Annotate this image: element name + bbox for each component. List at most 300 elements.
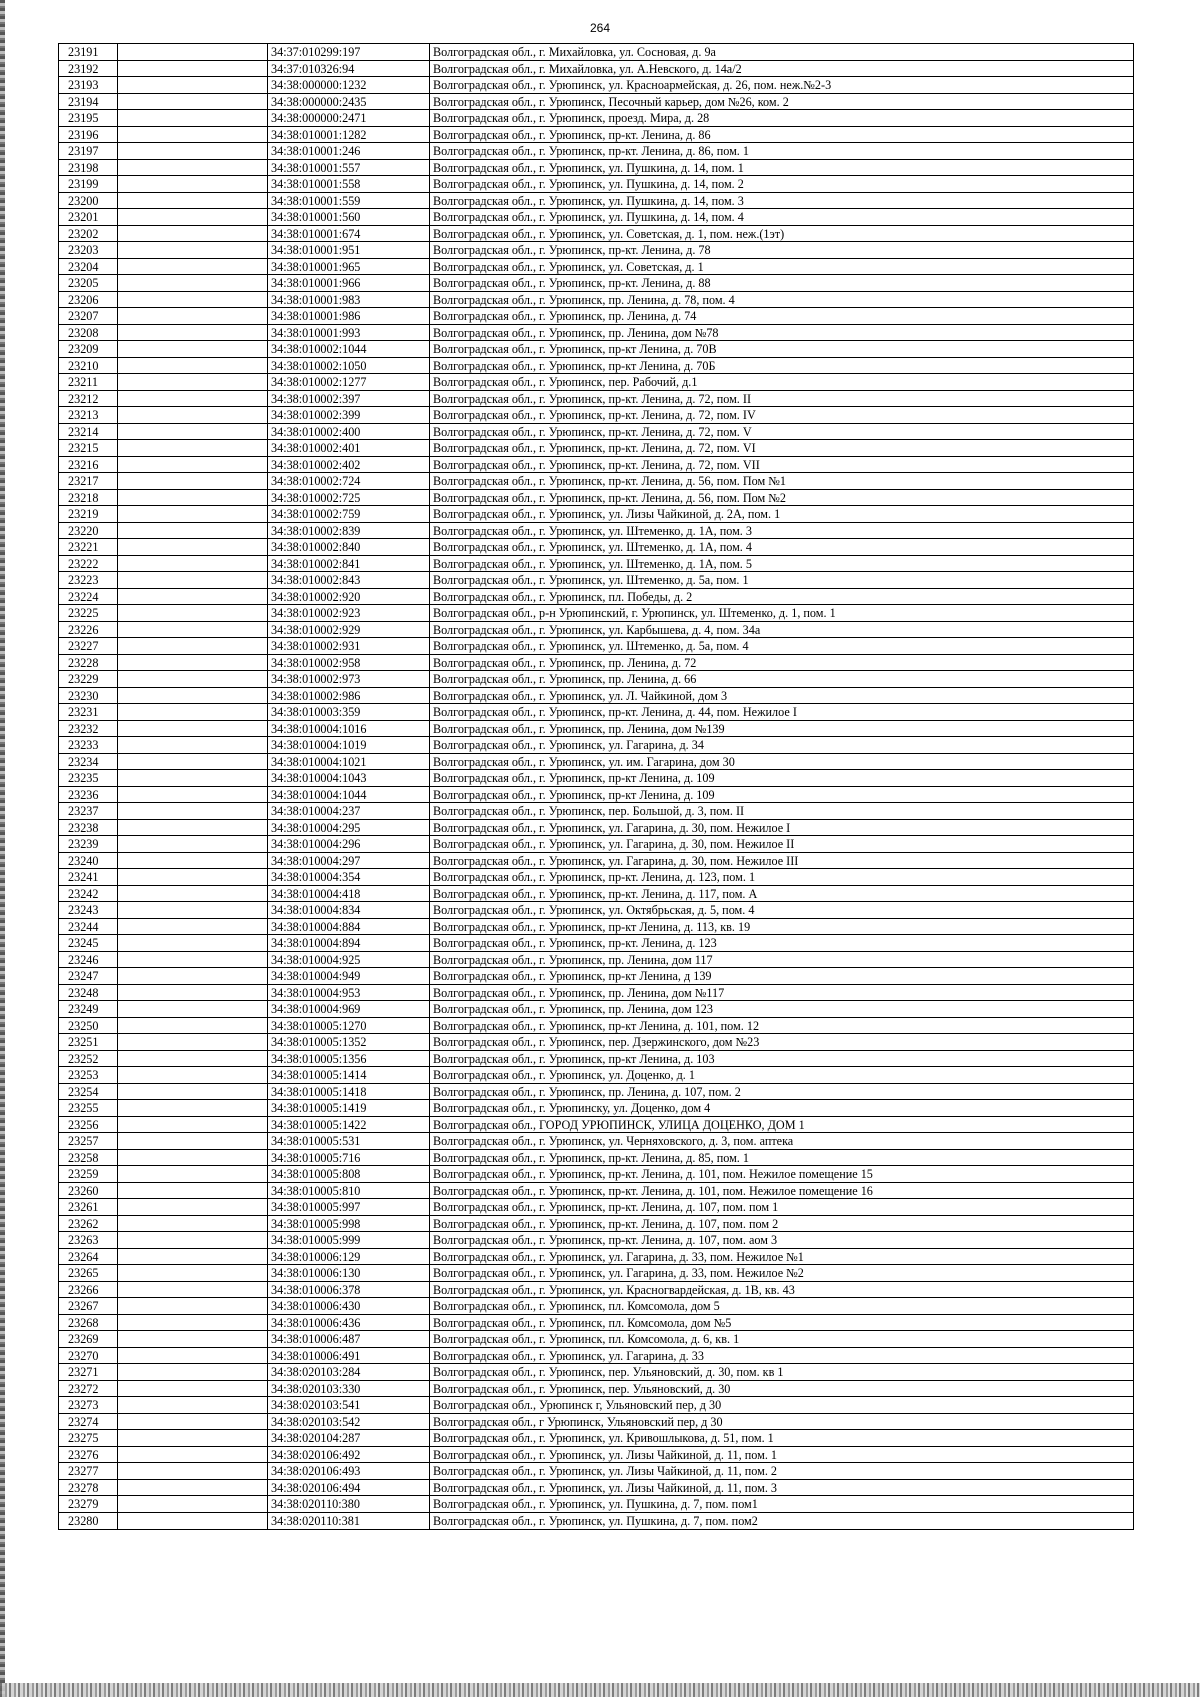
cadastral-number-cell: 34:38:010003:359 [268,704,430,720]
table-row [59,1133,1133,1150]
table-row [59,688,1133,705]
cadastral-number-cell: 34:38:010002:759 [268,506,430,522]
cadastral-number-cell: 34:38:010004:949 [268,968,430,984]
empty-cell [118,1199,268,1215]
cadastral-number-cell: 34:38:010005:1356 [268,1051,430,1067]
table-row [59,787,1133,804]
table-row [59,952,1133,969]
empty-cell [118,1216,268,1232]
address-cell: Волгоградская обл., г. Урюпинск, пр-кт. Ленина, д. 86 [433,127,711,142]
address-cell: Волгоградская обл., г. Урюпинск, пр-кт. Ленина, д. 101, пом. Нежилое помещение 16 [433,1183,873,1198]
address-cell: Волгоградская обл., г. Урюпинск, пр-кт. Ленина, д. 107, пом. пом 1 [433,1200,779,1214]
row-number-cell: 23221 [59,539,118,555]
row-number-cell: 23273 [59,1397,118,1413]
address-cell: Волгоградская обл., г. Урюпинск, ул. Штеменко, д. 1А, пом. 3 [433,523,752,538]
table-row [59,1051,1133,1068]
row-number-cell: 23218 [59,490,118,506]
row-number-cell: 23198 [59,160,118,176]
address-cell: Волгоградская обл., г. Урюпинск, пр-кт Ленина, д. 70Б [433,358,716,373]
row-number-cell: 23238 [59,820,118,836]
cadastral-number-cell: 34:38:010006:378 [268,1282,430,1298]
address-cell: Волгоградская обл., г. Урюпинск, ул. Гагарина, д. 33, пом. Нежилое №1 [433,1249,804,1264]
table-row [59,424,1133,441]
empty-cell [118,853,268,869]
address-cell: Волгоградская обл., ГОРОД УРЮПИНСК, УЛИЦА ДОЦЕНКО, ДОМ 1 [433,1117,805,1132]
table-row [59,1364,1133,1381]
cadastral-number-cell: 34:38:010002:402 [268,457,430,473]
empty-cell [118,1480,268,1496]
empty-cell [118,1298,268,1314]
row-number-cell: 23194 [59,94,118,110]
table-row [59,341,1133,358]
empty-cell [118,1315,268,1331]
empty-cell [118,358,268,374]
cadastral-number-cell: 34:38:020106:494 [268,1480,430,1496]
table-row [59,440,1133,457]
table-row [59,1381,1133,1398]
empty-cell [118,638,268,654]
cadastral-number-cell: 34:38:010005:998 [268,1216,430,1232]
address-cell: Волгоградская обл., г. Урюпинск, пр-кт. Ленина, д. 72, пом. IV [433,408,756,422]
empty-cell [118,176,268,192]
empty-cell [118,1463,268,1479]
address-cell: Волгоградская обл., г. Урюпинск, пер. Ульяновский, д. 30 [433,1381,731,1396]
table-row [59,1199,1133,1216]
row-number-cell: 23216 [59,457,118,473]
row-number-cell: 23243 [59,902,118,918]
address-cell: Волгоградская обл., г. Урюпинск, пр-кт. Ленина, д. 123 [433,936,717,950]
table-row [59,886,1133,903]
row-number-cell: 23276 [59,1447,118,1463]
address-cell: Волгоградская обл., г. Урюпинск, ул. Лизы Чайкиной, д. 11, пом. 3 [433,1480,778,1495]
row-number-cell: 23222 [59,556,118,572]
row-number-cell: 23196 [59,127,118,143]
cadastral-number-cell: 34:38:010006:487 [268,1331,430,1347]
empty-cell [118,539,268,555]
cadastral-number-cell: 34:38:010005:999 [268,1232,430,1248]
scan-edge-bottom [0,1683,1200,1697]
table-row [59,325,1133,342]
address-cell: Волгоградская обл., г. Урюпинск, ул. Гагарина, д. 30, пом. Нежилое I [433,820,791,835]
empty-cell [118,671,268,687]
address-cell: Волгоградская обл., г. Урюпинск, пр-кт Ленина, д. 109 [433,771,715,785]
cadastral-number-cell: 34:38:010001:558 [268,176,430,192]
address-cell: Волгоградская обл., г. Урюпинск, ул. Пушкина, д. 14, пом. 4 [433,210,744,224]
cadastral-number-cell: 34:38:010002:840 [268,539,430,555]
row-number-cell: 23239 [59,836,118,852]
table-row [59,44,1133,61]
cadastral-number-cell: 34:38:020103:541 [268,1397,430,1413]
empty-cell [118,556,268,572]
row-number-cell: 23253 [59,1067,118,1083]
empty-cell [118,407,268,423]
address-cell: Волгоградская обл., г. Урюпинск, пр-кт Ленина, д. 109 [433,787,715,802]
table-row [59,1315,1133,1332]
empty-cell [118,209,268,225]
address-cell: Волгоградская обл., г. Урюпинск, ул. Штеменко, д. 1А, пом. 4 [433,540,752,554]
table-row [59,226,1133,243]
row-number-cell: 23272 [59,1381,118,1397]
address-cell: Волгоградская обл., г. Урюпинск, пл. Победы, д. 2 [433,589,693,604]
empty-cell [118,127,268,143]
table-row [59,902,1133,919]
address-cell: Волгоградская обл., г. Урюпинск, ул. Лизы Чайкиной, д. 2А, пом. 1 [433,507,781,521]
table-row [59,259,1133,276]
empty-cell [118,440,268,456]
row-number-cell: 23269 [59,1331,118,1347]
cadastral-number-cell: 34:38:010005:1418 [268,1084,430,1100]
table-row [59,1463,1133,1480]
cadastral-number-cell: 34:38:010005:716 [268,1150,430,1166]
address-cell: Волгоградская обл., г. Урюпинск, пр-кт. Ленина, д. 123, пом. 1 [433,870,756,884]
row-number-cell: 23279 [59,1496,118,1512]
table-row [59,704,1133,721]
empty-cell [118,292,268,308]
row-number-cell: 23254 [59,1084,118,1100]
table-row [59,721,1133,738]
empty-cell [118,308,268,324]
cadastral-number-cell: 34:38:010004:297 [268,853,430,869]
address-cell: Волгоградская обл., г. Урюпинск, ул. Карбышева, д. 4, пом. 34а [433,622,761,637]
row-number-cell: 23270 [59,1348,118,1364]
row-number-cell: 23208 [59,325,118,341]
empty-cell [118,704,268,720]
table-row [59,572,1133,589]
address-cell: Волгоградская обл., г. Урюпинск, пр. Ленина, дом 117 [433,952,713,967]
cadastral-number-cell: 34:38:010002:986 [268,688,430,704]
row-number-cell: 23255 [59,1100,118,1116]
cadastral-number-cell: 34:38:000000:1232 [268,77,430,93]
table-row [59,1034,1133,1051]
table-row [59,407,1133,424]
row-number-cell: 23205 [59,275,118,291]
table-row [59,308,1133,325]
cadastral-number-cell: 34:38:010002:399 [268,407,430,423]
table-row [59,1282,1133,1299]
empty-cell [118,1183,268,1199]
cadastral-number-cell: 34:38:010002:973 [268,671,430,687]
table-row [59,77,1133,94]
empty-cell [118,1265,268,1281]
cadastral-number-cell: 34:38:010001:1282 [268,127,430,143]
empty-cell [118,1430,268,1446]
row-number-cell: 23242 [59,886,118,902]
row-number-cell: 23215 [59,440,118,456]
row-number-cell: 23231 [59,704,118,720]
cadastral-number-cell: 34:38:000000:2435 [268,94,430,110]
address-cell: Волгоградская обл., г. Урюпинск, пр-кт. Ленина, д. 72, пом. VI [433,441,756,455]
address-cell: Волгоградская обл., г. Урюпинск, ул. Гагарина, д. 30, пом. Нежилое III [433,853,799,868]
address-cell: Волгоградская обл., г. Урюпинск, пр. Ленина, д. 66 [433,672,697,686]
address-cell: Волгоградская обл., г. Урюпинск, пр-кт Ленина, д. 101, пом. 12 [433,1018,760,1033]
page-number: 264 [589,21,611,35]
table-row [59,1513,1133,1530]
table-row [59,110,1133,127]
empty-cell [118,902,268,918]
empty-cell [118,1150,268,1166]
table-row [59,1430,1133,1447]
cadastral-number-cell: 34:38:010001:965 [268,259,430,275]
cadastral-number-cell: 34:38:020110:380 [268,1496,430,1512]
empty-cell [118,325,268,341]
table-row [59,803,1133,820]
cadastral-number-cell: 34:38:010006:491 [268,1348,430,1364]
table-row [59,1348,1133,1365]
cadastral-number-cell: 34:38:010001:560 [268,209,430,225]
row-number-cell: 23207 [59,308,118,324]
address-cell: Волгоградская обл., г. Урюпинск, ул. Штеменко, д. 1А, пом. 5 [433,556,752,571]
address-cell: Волгоградская обл., г. Урюпинск, пр-кт. Ленина, д. 78 [433,243,711,257]
empty-cell [118,143,268,159]
address-cell: Волгоградская обл., г. Урюпинск, пр-кт Ленина, д. 113, кв. 19 [433,919,751,934]
address-cell: Волгоградская обл., г. Урюпинск, ул. Пушкина, д. 14, пом. 3 [433,193,744,208]
row-number-cell: 23260 [59,1183,118,1199]
empty-cell [118,803,268,819]
address-cell: Волгоградская обл., г. Урюпинск, пр-кт. Ленина, д. 86, пом. 1 [433,144,749,158]
empty-cell [118,952,268,968]
cadastral-number-cell: 34:37:010326:94 [268,61,430,77]
table-row [59,490,1133,507]
cadastral-number-cell: 34:38:010001:966 [268,275,430,291]
address-cell: Волгоградская обл., г Урюпинск, Ульяновский пер, д 30 [433,1414,723,1429]
row-number-cell: 23256 [59,1117,118,1133]
row-number-cell: 23214 [59,424,118,440]
address-cell: Волгоградская обл., г. Урюпинск, пр-кт. Ленина, д. 56, пом. Пом №2 [433,490,787,505]
cadastral-number-cell: 34:38:010002:931 [268,638,430,654]
table-row [59,605,1133,622]
cadastral-number-cell: 34:38:010004:237 [268,803,430,819]
address-cell: Волгоградская обл., г. Урюпинск, пр-кт. Ленина, д. 72, пом. V [433,424,752,439]
address-cell: Волгоградская обл., г. Урюпинск, пр-кт. Ленина, д. 117, пом. А [433,886,758,901]
row-number-cell: 23278 [59,1480,118,1496]
row-number-cell: 23213 [59,407,118,423]
address-cell: Волгоградская обл., г. Урюпинск, пр-кт. Ленина, д. 101, пом. Нежилое помещение 15 [433,1167,873,1181]
row-number-cell: 23241 [59,869,118,885]
table-row [59,985,1133,1002]
cadastral-number-cell: 34:38:020110:381 [268,1513,430,1530]
row-number-cell: 23212 [59,391,118,407]
cadastral-number-cell: 34:38:010001:951 [268,242,430,258]
row-number-cell: 23251 [59,1034,118,1050]
row-number-cell: 23263 [59,1232,118,1248]
table-row [59,242,1133,259]
address-cell: Волгоградская обл., г. Урюпинск, пер. Ульяновский, д. 30, пом. кв 1 [433,1365,784,1379]
row-number-cell: 23228 [59,655,118,671]
cadastral-number-cell: 34:38:010005:1270 [268,1018,430,1034]
address-cell: Волгоградская обл., г. Урюпинск, ул. Кривошлыкова, д. 51, пом. 1 [433,1431,774,1445]
address-cell: Волгоградская обл., г. Урюпинску, ул. Доценко, дом 4 [433,1101,711,1115]
cadastral-number-cell: 34:38:010004:894 [268,935,430,951]
empty-cell [118,968,268,984]
empty-cell [118,424,268,440]
row-number-cell: 23266 [59,1282,118,1298]
address-cell: Волгоградская обл., г. Урюпинск, ул. Советская, д. 1 [433,259,704,274]
empty-cell [118,226,268,242]
empty-cell [118,44,268,60]
row-number-cell: 23252 [59,1051,118,1067]
empty-cell [118,886,268,902]
row-number-cell: 23201 [59,209,118,225]
address-cell: Волгоградская обл., г. Михайловка, ул. Сосновая, д. 9а [433,45,716,59]
empty-cell [118,919,268,935]
table-row [59,292,1133,309]
table-row [59,1298,1133,1315]
empty-cell [118,622,268,638]
empty-cell [118,506,268,522]
cadastral-number-cell: 34:38:010004:925 [268,952,430,968]
empty-cell [118,770,268,786]
address-cell: Волгоградская обл., г. Урюпинск, ул. Советская, д. 1, пом. неж.(1эт) [433,226,785,241]
cadastral-number-cell: 34:38:010004:1021 [268,754,430,770]
address-cell: Волгоградская обл., г. Урюпинск, ул. Штеменко, д. 5а, пом. 1 [433,573,749,587]
row-number-cell: 23220 [59,523,118,539]
address-cell: Волгоградская обл., г. Урюпинск, ул. Лизы Чайкиной, д. 11, пом. 2 [433,1464,778,1478]
cadastral-number-cell: 34:38:020103:542 [268,1414,430,1430]
row-number-cell: 23233 [59,737,118,753]
cadastral-number-cell: 34:38:010002:724 [268,473,430,489]
empty-cell [118,572,268,588]
row-number-cell: 23235 [59,770,118,786]
empty-cell [118,1331,268,1347]
address-cell: Волгоградская обл., г. Урюпинск, пр. Ленина, дом №78 [433,325,719,340]
cadastral-number-cell: 34:38:010001:674 [268,226,430,242]
property-table [58,43,1134,1530]
row-number-cell: 23217 [59,473,118,489]
empty-cell [118,985,268,1001]
cadastral-number-cell: 34:38:020104:287 [268,1430,430,1446]
row-number-cell: 23250 [59,1018,118,1034]
address-cell: Волгоградская обл., г. Урюпинск, ул. Октябрьская, д. 5, пом. 4 [433,903,755,917]
cadastral-number-cell: 34:38:010002:929 [268,622,430,638]
table-row [59,1447,1133,1464]
empty-cell [118,275,268,291]
address-cell: Волгоградская обл., Урюпинск г, Ульяновский пер, д 30 [433,1398,722,1412]
empty-cell [118,61,268,77]
row-number-cell: 23193 [59,77,118,93]
row-number-cell: 23202 [59,226,118,242]
cadastral-number-cell: 34:38:010005:1352 [268,1034,430,1050]
cadastral-number-cell: 34:38:010004:953 [268,985,430,1001]
row-number-cell: 23257 [59,1133,118,1149]
cadastral-number-cell: 34:38:010004:884 [268,919,430,935]
empty-cell [118,836,268,852]
cadastral-number-cell: 34:38:010005:1419 [268,1100,430,1116]
address-cell: Волгоградская обл., г. Урюпинск, пр. Ленина, дом №117 [433,985,725,1000]
address-cell: Волгоградская обл., г. Урюпинск, ул. Пушкина, д. 7, пом. пом1 [433,1497,758,1511]
empty-cell [118,655,268,671]
empty-cell [118,1348,268,1364]
address-cell: Волгоградская обл., г. Урюпинск, пр. Ленина, д. 74 [433,309,697,323]
empty-cell [118,1282,268,1298]
table-row [59,853,1133,870]
cadastral-number-cell: 34:38:010002:400 [268,424,430,440]
empty-cell [118,1166,268,1182]
row-number-cell: 23200 [59,193,118,209]
table-row [59,919,1133,936]
empty-cell [118,523,268,539]
address-cell: Волгоградская обл., г. Урюпинск, ул. Гагарина, д. 34 [433,738,704,752]
row-number-cell: 23262 [59,1216,118,1232]
address-cell: Волгоградская обл., г. Урюпинск, ул. Штеменко, д. 5а, пом. 4 [433,639,749,653]
empty-cell [118,1117,268,1133]
empty-cell [118,935,268,951]
address-cell: Волгоградская обл., г. Урюпинск, ул. Л. Чайкиной, дом 3 [433,688,728,703]
table-row [59,1414,1133,1431]
empty-cell [118,160,268,176]
table-row [59,1249,1133,1266]
table-row [59,94,1133,111]
table-row [59,671,1133,688]
address-cell: Волгоградская обл., г. Урюпинск, пр-кт. Ленина, д. 88 [433,276,711,290]
address-cell: Волгоградская обл., г. Урюпинск, пр-кт. Ленина, д. 72, пом. VII [433,457,760,472]
cadastral-number-cell: 34:38:010002:397 [268,391,430,407]
address-cell: Волгоградская обл., г. Урюпинск, пр. Ленина, д. 107, пом. 2 [433,1084,741,1099]
address-cell: Волгоградская обл., г. Урюпинск, пер. Дзержинского, дом №23 [433,1035,760,1049]
address-cell: Волгоградская обл., г. Урюпинск, пр-кт Ленина, д. 103 [433,1051,715,1066]
address-cell: Волгоградская обл., г. Урюпинск, пер. Большой, д. 3, пом. II [433,804,745,818]
row-number-cell: 23211 [59,374,118,390]
row-number-cell: 23234 [59,754,118,770]
table-row [59,1166,1133,1183]
row-number-cell: 23249 [59,1001,118,1017]
row-number-cell: 23236 [59,787,118,803]
empty-cell [118,1018,268,1034]
row-number-cell: 23271 [59,1364,118,1380]
empty-cell [118,473,268,489]
address-cell: Волгоградская обл., г. Урюпинск, ул. Доценко, д. 1 [433,1068,695,1082]
empty-cell [118,1232,268,1248]
address-cell: Волгоградская обл., г. Урюпинск, ул. Красноармейская, д. 26, пом. неж.№2-3 [433,78,832,92]
row-number-cell: 23192 [59,61,118,77]
table-row [59,61,1133,78]
row-number-cell: 23227 [59,638,118,654]
row-number-cell: 23219 [59,506,118,522]
cadastral-number-cell: 34:38:010004:1019 [268,737,430,753]
table-row [59,589,1133,606]
address-cell: Волгоградская обл., г. Урюпинск, ул. Черняховского, д. 3, пом. аптека [433,1134,794,1148]
cadastral-number-cell: 34:38:010004:354 [268,869,430,885]
table-row [59,193,1133,210]
row-number-cell: 23195 [59,110,118,126]
row-number-cell: 23209 [59,341,118,357]
cadastral-number-cell: 34:38:010004:834 [268,902,430,918]
empty-cell [118,754,268,770]
row-number-cell: 23274 [59,1414,118,1430]
row-number-cell: 23240 [59,853,118,869]
table-row [59,358,1133,375]
empty-cell [118,1051,268,1067]
row-number-cell: 23225 [59,605,118,621]
table-row [59,1331,1133,1348]
row-number-cell: 23277 [59,1463,118,1479]
row-number-cell: 23275 [59,1430,118,1446]
cadastral-number-cell: 34:38:010004:295 [268,820,430,836]
row-number-cell: 23248 [59,985,118,1001]
cadastral-number-cell: 34:38:010002:920 [268,589,430,605]
empty-cell [118,688,268,704]
address-cell: Волгоградская обл., г. Урюпинск, ул. Гагарина, д. 33 [433,1348,704,1363]
table-row [59,1150,1133,1167]
table-row [59,968,1133,985]
table-row [59,754,1133,771]
address-cell: Волгоградская обл., г. Урюпинск, пр-кт Ленина, д 139 [433,969,712,983]
address-cell: Волгоградская обл., г. Урюпинск, пр. Ленина, д. 72 [433,655,697,670]
table-row [59,506,1133,523]
address-cell: Волгоградская обл., г. Урюпинск, ул. Пушкина, д. 14, пом. 1 [433,160,744,175]
table-row [59,539,1133,556]
cadastral-number-cell: 34:38:020106:493 [268,1463,430,1479]
table-row [59,391,1133,408]
